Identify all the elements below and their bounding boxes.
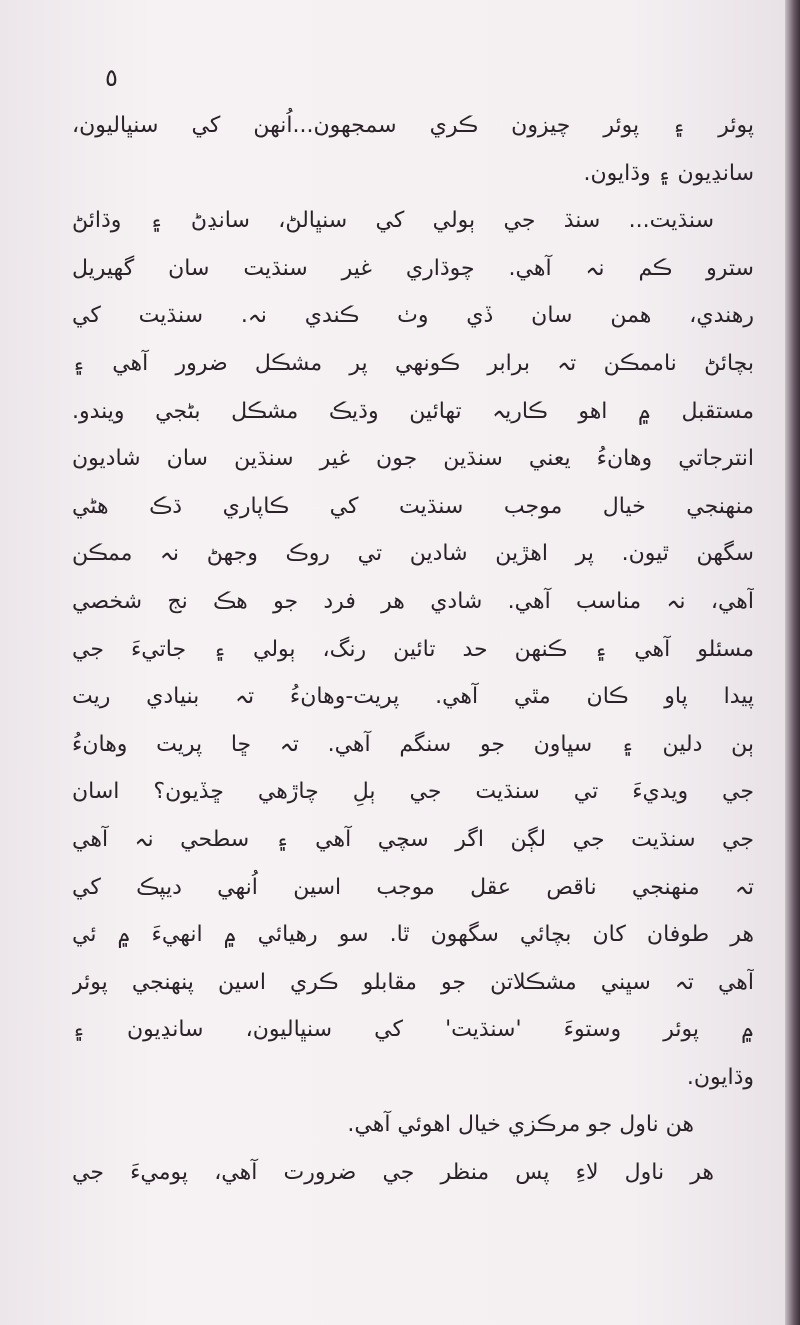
text-line: ٻن دلين ۽ سڀاون جو سنگم آهي. تہ ڇا پريت وهانءُ	[72, 731, 754, 757]
text-line: وڌايون.	[686, 1064, 754, 1090]
text-line: سانڍيون ۽ وڌايون.	[583, 160, 754, 186]
text-line: رهندي، همن سان ڏي وٺ ڪندي نہ. سنڌيت کي	[72, 303, 754, 329]
text-line: سترو ڪم نہ آهي. چوڌاري غير سنڌيت سان گهيريل	[72, 255, 754, 281]
text-line: تہ منهنجي ناقص عقل موجب اسين اُنهي ديپڪ کي	[72, 874, 754, 900]
page-edge-shadow	[785, 0, 800, 1325]
text-line: جي ويديءَ تي سنڌيت جي ٻلِ چاڙهي ڇڏيون؟ اسان	[72, 779, 754, 805]
page-number: ٥	[105, 64, 118, 92]
text-line: مسئلو آهي ۽ ڪنهن حد تائين رنگ، ٻولي ۽ جاتيءَ جي	[72, 636, 754, 662]
text-line: انترجاتي وهانءُ يعني سنڌين جون غير سنڌين سان شاديون	[72, 446, 754, 472]
text-line: جي سنڌيت جي لڳن اگر سچي آهي ۽ سطحي نہ آهي	[72, 826, 754, 852]
body-text	[72, 102, 754, 1197]
text-line: هر طوفان کان بچائي سگهون ٿا. سو رهيائي ۾ انهيءَ ۾ ئي	[72, 922, 754, 948]
text-line: آهي تہ سڀني مشڪلاتن جو مقابلو ڪري اسين پنهنجي پوئر	[72, 969, 754, 995]
text-line: آهي، نہ مناسب آهي. شادي هر فرد جو هڪ نج شخصي	[72, 588, 754, 614]
paragraph-start-line: هن ناول جو مرڪزي خيال اهوئي آهي.	[347, 1112, 694, 1138]
text-line: منهنجي خيال موجب سنڌيت کي ڪاپاري ڌڪ هڻي	[72, 493, 754, 519]
text-line: پوئر ۽ پوئر چيزون ڪري سمجهون...اُنهن کي سنڀاليون،	[72, 113, 754, 138]
text-line: سگهن ٿيون. پر اهڙين شادين تي روڪ وجهڻ نہ ممڪن	[72, 541, 754, 567]
text-line: بچائڻ ناممڪن تہ برابر ڪونهي پر مشڪل ضرور آهي ۽	[72, 350, 754, 376]
text-line: پيدا پاو ڪان مٿي آهي. پريت-وهانءُ تہ بنيادي ريت	[72, 684, 754, 710]
paragraph-start-line: سنڌيت... سنڌ جي ٻولي کي سنڀالڻ، سانڍڻ ۽ وڌائڻ	[72, 208, 714, 234]
text-line: مستقبل ۾ اهو ڪاريہ تهائين وڌيڪ مشڪل بڻجي ويندو.	[72, 398, 754, 424]
text-line: ۾ پوئر وستوءَ 'سنڌيت' کي سنڀاليون، سانڍيون ۽	[72, 1017, 754, 1043]
paragraph-start-line: هر ناول لاءِ پس منظر جي ضرورت آهي، پوميءَ جي	[72, 1160, 714, 1186]
